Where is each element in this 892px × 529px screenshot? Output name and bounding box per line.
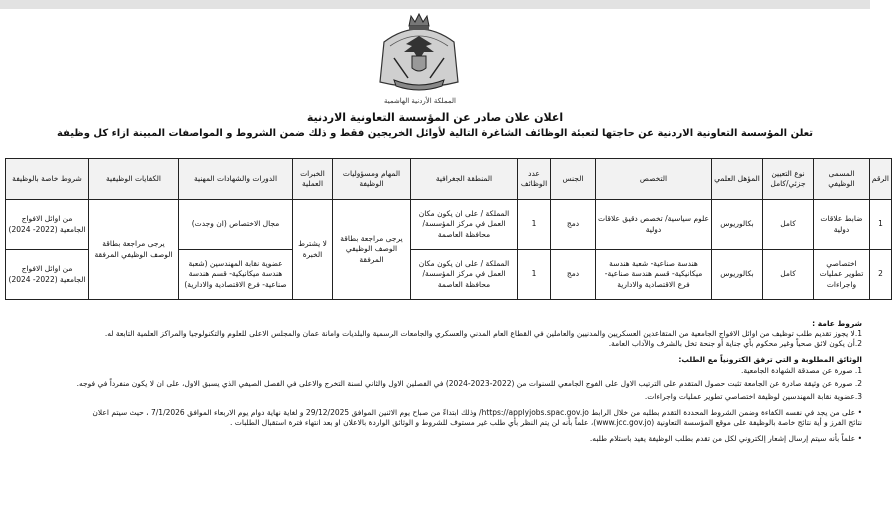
col-header-degree: المؤهل العلمي	[712, 159, 763, 200]
cell-count: 1	[518, 250, 551, 300]
cell-degree: بكالوريوس	[712, 200, 763, 250]
cell-appointment-type: كامل	[763, 250, 814, 300]
cell-experience: لا يشترط الخبرة	[293, 200, 333, 300]
col-header-appointment-type: نوع التعيين جزئي/كامل	[763, 159, 814, 200]
required-document-3: 3.عضوية نقابة المهندسين لوظيفة اختصاصي تطوير عمليات واجراءات.	[644, 391, 862, 401]
jobs-table	[5, 158, 892, 300]
jordan-coat-of-arms-icon	[376, 12, 462, 96]
announcement-subtitle: تعلن المؤسسة التعاونية الاردنية عن حاجتها لتعبئة الوظائف الشاغرة التالية لأوائل الخريجين فقط و ذلك ضمن الشروط و المواصفات المبينة ازاء كل وظيفة	[56, 128, 814, 139]
general-condition-2: 2.أن يكون لائق صحياً وغير محكوم بأي جناية أو جنحة تخل بالشرف والآداب العامة.	[608, 339, 862, 349]
col-header-tasks: المهام ومسؤوليات الوظيفة	[333, 159, 411, 200]
col-header-special-conditions: شروط خاصة بالوظيفة	[6, 159, 89, 200]
cell-special-conditions: من اوائل الافواج الجامعية (2022- 2024)	[6, 250, 89, 300]
col-header-gender: الجنس	[551, 159, 596, 200]
cell-job-title: ضابط علاقات دولية	[814, 200, 870, 250]
table-row	[6, 200, 892, 250]
emblem-caption: المملكة الأردنية الهاشمية	[383, 97, 457, 105]
cell-tasks: يرجى مراجعة بطاقة الوصف الوظيفي المرفقة	[333, 200, 411, 300]
col-header-experience: الخبرات العملية	[293, 159, 333, 200]
col-header-job-title: المسمى الوظيفي	[814, 159, 870, 200]
required-document-2: 2. صورة عن وثيقة صادرة عن الجامعة تثبت حصول المتقدم على الترتيب الاول على الفوج الجامعي للسنوات من (2022-2023-2024) في الفصلين الاول والثاني لسنة التخرج والاعلى في الفصل الصيفي الذي يسبق الاول، على ان لا يكون منفرداً في فوجه.	[76, 378, 862, 388]
col-header-competencies: الكفايات الوظيفية	[89, 159, 179, 200]
acknowledgement-note: • علماً بأنه سيتم إرسال إشعار إلكتروني لكل من تقدم بطلب الوظيفة يفيد باستلام طلبه.	[589, 434, 862, 444]
cell-major: علوم سياسية/ تخصص دقيق علاقات دولية	[596, 200, 712, 250]
required-documents-heading: الوثائق المطلوبة و التي ترفق الكترونياً مع الطلب:	[678, 355, 862, 365]
col-header-number: الرقم	[870, 159, 892, 200]
general-condition-1: 1.لا يجوز تقديم طلب توظيف من اوائل الافواج الجامعية من المتقاعدين العسكريين والمدنيين والعاملين في القطاع العام المدني والعسكري والجامعات الرسمية والبلديات وامانة عمان والمجلس الاعلى للعلوم والتكنولوجيا والمراكز العلمية التابعة له.	[104, 329, 862, 339]
cell-region: المملكة / على ان يكون مكان العمل في مركز المؤسسة/ محافظة العاصمة	[411, 200, 518, 250]
table-header-row	[6, 159, 892, 200]
cell-competencies: يرجى مراجعة بطاقة الوصف الوظيفي المرفقة	[89, 200, 179, 300]
col-header-count: عدد الوظائف	[518, 159, 551, 200]
col-header-major: التخصص	[596, 159, 712, 200]
cell-count: 1	[518, 200, 551, 250]
cell-gender: دمج	[551, 200, 596, 250]
cell-courses: مجال الاختصاص (ان وجدت)	[179, 200, 293, 250]
cell-region: المملكة / على ان يكون مكان العمل في مركز المؤسسة/ محافظة العاصمة	[411, 250, 518, 300]
top-strip	[0, 0, 870, 9]
col-header-region: المنطقة الجغرافية	[411, 159, 518, 200]
cell-job-title: اختصاصي تطوير عمليات واجراءات	[814, 250, 870, 300]
cell-special-conditions: من اوائل الافواج الجامعية (2022- 2024)	[6, 200, 89, 250]
col-header-courses: الدورات والشهادات المهنية	[179, 159, 293, 200]
required-document-1: 1. صورة عن مصدقة الشهادة الجامعية.	[741, 365, 862, 375]
cell-number: 1	[870, 200, 892, 250]
cell-gender: دمج	[551, 250, 596, 300]
terms-section	[6, 319, 862, 444]
cell-courses: عضوية نقابة المهندسين (شعبة هندسة ميكانيكية- قسم هندسة صناعية- فرع الاقتصادية والادارية)	[179, 250, 293, 300]
announcement-title: اعلان علان صادر عن المؤسسة التعاونية الاردنية	[306, 111, 564, 124]
application-note-line-1: • على من يجد في نفسه الكفاءة وضمن الشروط المحددة التقدم بطلبه من خلال الرابط https://applyjobs.spac.gov.jo/ وذلك ابتداءً من صباح يوم الاثنين الموافق 29/12/2025 و لغاية نهاية دوام يوم الاربعاء الموافق 7/1/2026 ، حيث سيتم اعلان	[92, 407, 862, 417]
cell-number: 2	[870, 250, 892, 300]
cell-major: هندسة صناعية- شعبة هندسة ميكانيكية- قسم هندسة صناعية- فرع الاقتصادية والادارية	[596, 250, 712, 300]
cell-appointment-type: كامل	[763, 200, 814, 250]
general-conditions-heading: شروط عامة :	[812, 319, 862, 328]
cell-degree: بكالوريوس	[712, 250, 763, 300]
application-note-line-2: نتائج الفرز و أية نتائج خاصة بالوظيفة على موقع المؤسسة التعاونية (www.jcc.gov.jo)، علماً بأنه لن يتم النظر بأي طلب غير مستوف للشروط و الوثائق الواردة بالاعلان او بعد انتهاء فترة استقبال الطلبات .	[230, 418, 862, 427]
